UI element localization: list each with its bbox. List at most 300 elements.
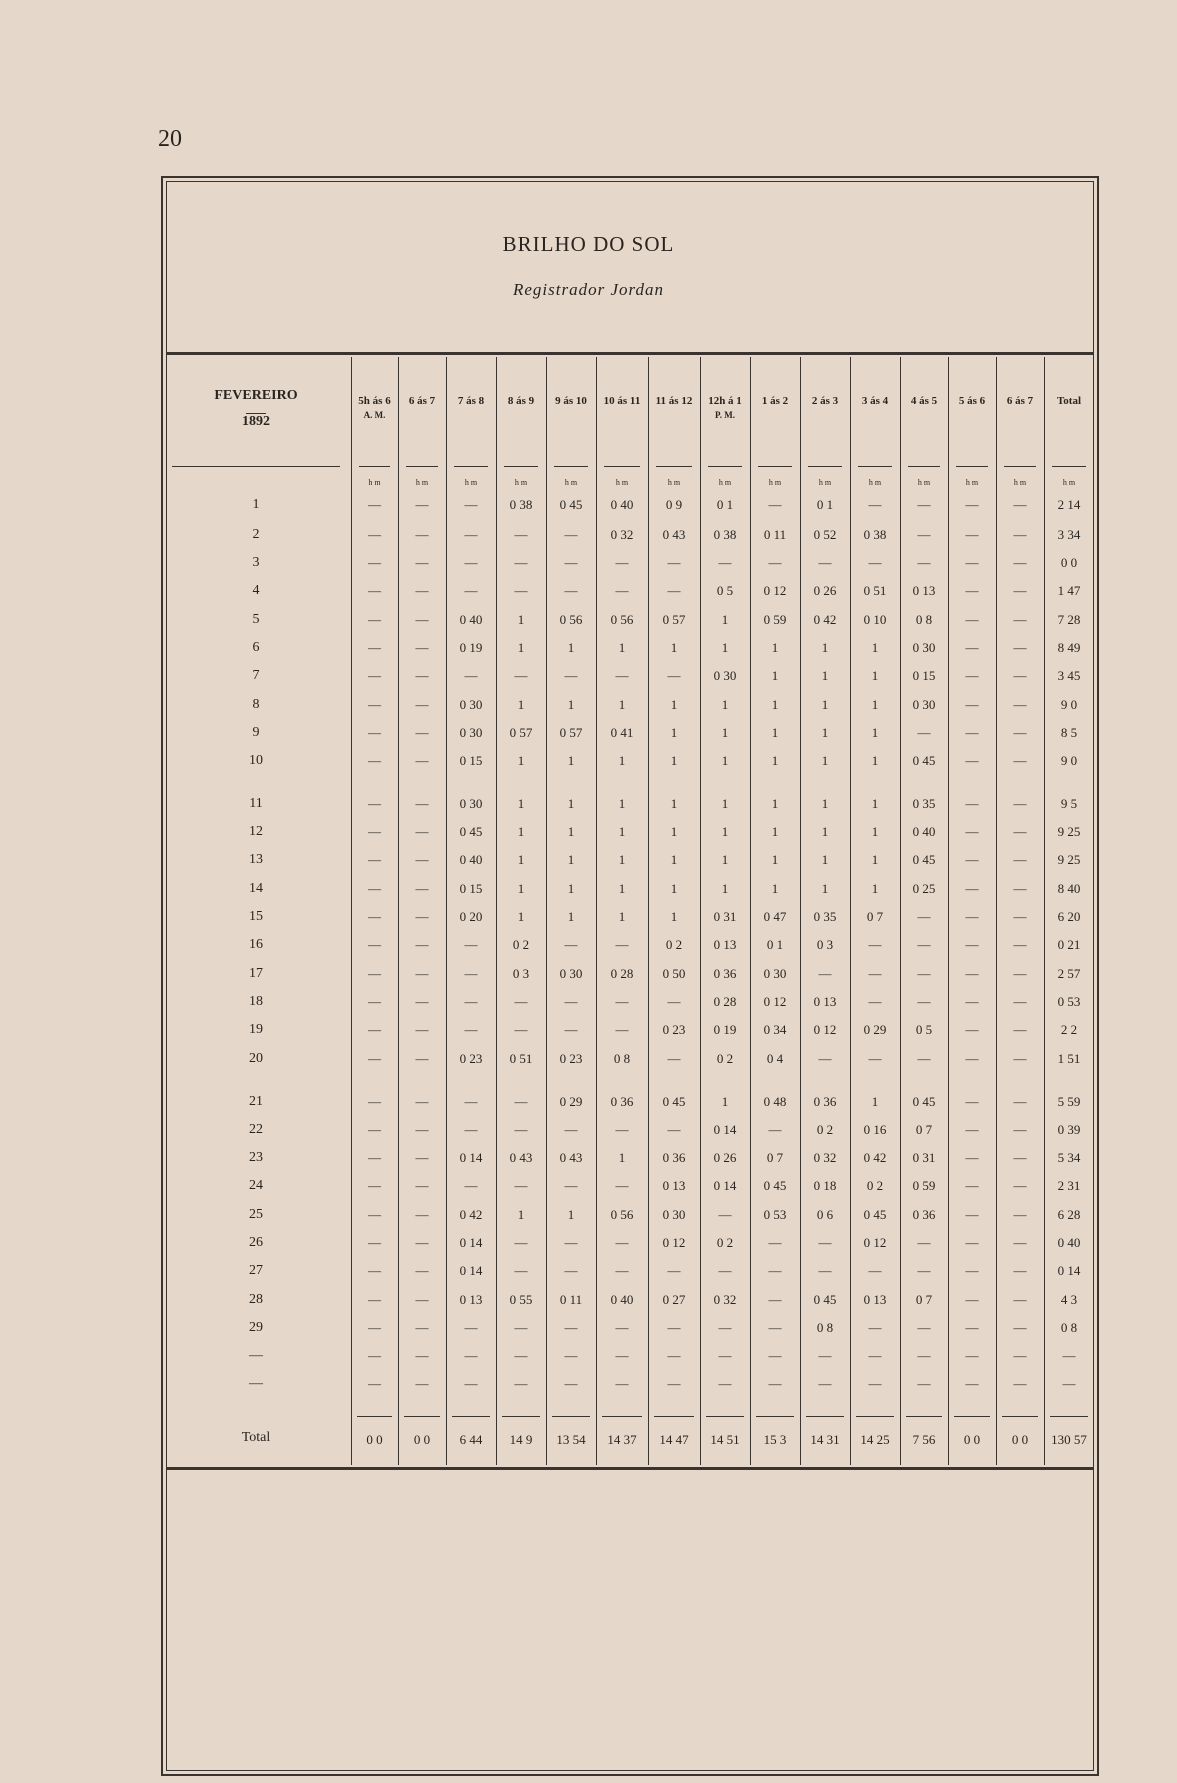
table-cell: 0 6 bbox=[816, 1207, 834, 1222]
table-cell: — bbox=[718, 1207, 732, 1222]
table-cell: — bbox=[1013, 583, 1027, 598]
table-cell: — bbox=[415, 824, 429, 839]
table-cell: — bbox=[368, 1348, 381, 1363]
table-cell: — bbox=[415, 612, 429, 627]
day-label: 4 bbox=[252, 583, 260, 598]
table-cell: 0 45 bbox=[763, 1178, 787, 1193]
table-cell: — bbox=[368, 909, 381, 924]
table-cell: — bbox=[1013, 796, 1027, 811]
column-header-rule bbox=[504, 466, 538, 467]
table-cell: — bbox=[768, 1235, 782, 1250]
table-cell: 0 36 bbox=[662, 1150, 686, 1165]
table-cell: — bbox=[965, 1022, 979, 1037]
total-rule bbox=[502, 1416, 540, 1417]
table-cell: — bbox=[368, 1150, 381, 1165]
column-header-label: Total bbox=[1056, 395, 1082, 407]
column-header bbox=[700, 394, 750, 422]
total-cell: 14 51 bbox=[710, 1432, 740, 1447]
table-cell: — bbox=[1013, 497, 1027, 512]
table-cell: — bbox=[368, 640, 381, 655]
table-cell: — bbox=[615, 1263, 629, 1278]
table-cell: 0 45 bbox=[662, 1094, 686, 1109]
day-label: 12 bbox=[249, 824, 263, 839]
table-cell: 0 57 bbox=[509, 725, 533, 740]
table-cell: 0 3 bbox=[816, 937, 834, 952]
total-cell: 0 0 bbox=[366, 1432, 383, 1447]
table-cell: — bbox=[415, 1122, 429, 1137]
table-cell: — bbox=[965, 909, 979, 924]
table-cell: — bbox=[368, 527, 381, 542]
table-cell: 1 bbox=[771, 852, 779, 867]
table-cell: 0 29 bbox=[863, 1022, 887, 1037]
table-cell: 0 30 bbox=[559, 966, 583, 981]
table-cell: 0 13 bbox=[713, 937, 737, 952]
table-cell: 1 bbox=[821, 725, 829, 740]
table-cell: 0 38 bbox=[509, 497, 533, 512]
total-cell: 0 0 bbox=[413, 1432, 431, 1447]
total-rule bbox=[706, 1416, 744, 1417]
table-cell: — bbox=[965, 527, 979, 542]
table-cell: — bbox=[514, 1094, 528, 1109]
table-cell: 6 28 bbox=[1057, 1207, 1081, 1222]
table-cell: 0 45 bbox=[813, 1292, 837, 1307]
column-header bbox=[596, 394, 648, 408]
table-cell: — bbox=[965, 668, 979, 683]
unit-label: h m bbox=[868, 478, 882, 487]
column-header-label: 9 ás 10 bbox=[555, 395, 587, 407]
day-label: 3 bbox=[252, 555, 260, 570]
day-label: 10 bbox=[249, 753, 263, 768]
table-cell: 0 42 bbox=[459, 1207, 483, 1222]
column-header-rule bbox=[359, 466, 390, 467]
column-header-label: 5h ás 6 bbox=[358, 395, 391, 407]
table-cell: 0 3 bbox=[512, 966, 530, 981]
table-cell: — bbox=[818, 1376, 832, 1391]
table-cell: — bbox=[1062, 1348, 1076, 1363]
table-cell: — bbox=[368, 994, 381, 1009]
table-cell: — bbox=[965, 1094, 979, 1109]
table-cell: — bbox=[564, 1348, 578, 1363]
table-cell: 1 bbox=[871, 1094, 879, 1109]
table-cell: 0 56 bbox=[559, 612, 583, 627]
table-cell: — bbox=[368, 497, 381, 512]
table-cell: 1 bbox=[670, 796, 678, 811]
column-header-rule bbox=[604, 466, 640, 467]
table-cell: — bbox=[868, 555, 882, 570]
table-cell: 0 0 bbox=[1060, 555, 1078, 570]
table-cell: 0 8 bbox=[816, 1320, 834, 1335]
table-cell: — bbox=[564, 1178, 578, 1193]
table-cell: — bbox=[965, 1348, 979, 1363]
table-cell: 0 36 bbox=[912, 1207, 936, 1222]
day-label: 1 bbox=[252, 497, 260, 512]
table-cell: 0 25 bbox=[912, 881, 936, 896]
table-cell: — bbox=[415, 1178, 429, 1193]
table-cell: — bbox=[514, 668, 528, 683]
total-rule bbox=[404, 1416, 440, 1417]
table-cell: 1 bbox=[821, 881, 829, 896]
total-rule bbox=[756, 1416, 794, 1417]
table-cell: 0 2 bbox=[716, 1235, 734, 1250]
table-cell: — bbox=[768, 1292, 782, 1307]
table-cell: 0 55 bbox=[509, 1292, 533, 1307]
table-cell: 0 43 bbox=[662, 527, 686, 542]
table-cell: 1 bbox=[567, 1207, 575, 1222]
column-header-label: 11 ás 12 bbox=[655, 395, 693, 407]
table-cell: 0 1 bbox=[816, 497, 834, 512]
total-rule bbox=[452, 1416, 490, 1417]
table-cell: 1 bbox=[871, 725, 879, 740]
table-cell: 0 45 bbox=[559, 497, 583, 512]
table-cell: — bbox=[718, 1320, 732, 1335]
table-cell: — bbox=[464, 1320, 478, 1335]
table-cell: — bbox=[464, 1348, 478, 1363]
table-cell: — bbox=[514, 1376, 528, 1391]
table-cell: — bbox=[415, 527, 429, 542]
table-cell: 1 bbox=[771, 824, 779, 839]
table-cell: 0 53 bbox=[1057, 994, 1081, 1009]
total-cell: 14 25 bbox=[860, 1432, 890, 1447]
table-cell: — bbox=[1013, 1022, 1027, 1037]
table-cell: 1 bbox=[517, 824, 525, 839]
table-cell: — bbox=[514, 1235, 528, 1250]
table-cell: — bbox=[514, 1348, 528, 1363]
table-cell: — bbox=[768, 1122, 782, 1137]
table-cell: — bbox=[965, 881, 979, 896]
table-cell: 0 2 bbox=[816, 1122, 834, 1137]
table-cell: — bbox=[965, 1376, 979, 1391]
table-cell: — bbox=[415, 796, 429, 811]
table-cell: 1 bbox=[517, 753, 525, 768]
table-cell: — bbox=[768, 497, 782, 512]
total-cell: 15 3 bbox=[763, 1432, 787, 1447]
table-cell: — bbox=[818, 966, 832, 981]
table-cell: — bbox=[818, 1348, 832, 1363]
table-cell: 0 38 bbox=[713, 527, 737, 542]
table-cell: 1 bbox=[517, 909, 525, 924]
table-cell: — bbox=[1013, 1094, 1027, 1109]
column-header-label: 6 ás 7 bbox=[408, 395, 436, 407]
unit-label: h m bbox=[718, 478, 732, 487]
table-cell: — bbox=[615, 1320, 629, 1335]
table-cell: — bbox=[368, 796, 381, 811]
day-label: — bbox=[249, 1348, 263, 1363]
day-label: 23 bbox=[249, 1150, 263, 1165]
table-cell: — bbox=[768, 1320, 782, 1335]
table-cell: — bbox=[514, 994, 528, 1009]
column-header-rule bbox=[808, 466, 842, 467]
table-cell: 1 bbox=[670, 725, 678, 740]
table-cell: — bbox=[415, 937, 429, 952]
table-cell: — bbox=[965, 555, 979, 570]
column-header-sub: A. M. bbox=[363, 410, 386, 420]
day-label: 13 bbox=[249, 852, 263, 867]
table-cell: 0 40 bbox=[610, 497, 634, 512]
table-cell: — bbox=[1013, 937, 1027, 952]
table-cell: 1 bbox=[517, 881, 525, 896]
column-header bbox=[446, 394, 496, 408]
table-cell: 0 8 bbox=[915, 612, 933, 627]
table-cell: — bbox=[368, 1094, 381, 1109]
table-cell: 0 41 bbox=[610, 725, 634, 740]
column-header-label: 12h á 1 bbox=[708, 395, 742, 407]
table-cell: — bbox=[667, 1051, 681, 1066]
table-cell: 1 bbox=[821, 697, 829, 712]
table-cell: — bbox=[514, 583, 528, 598]
table-cell: 0 12 bbox=[863, 1235, 887, 1250]
table-cell: 0 11 bbox=[763, 527, 787, 542]
unit-label: h m bbox=[464, 478, 478, 487]
table-cell: 0 7 bbox=[866, 909, 884, 924]
table-cell: 1 bbox=[771, 796, 779, 811]
table-cell: — bbox=[464, 937, 478, 952]
table-cell: — bbox=[415, 1051, 429, 1066]
table-cell: 0 30 bbox=[459, 725, 483, 740]
table-cell: 0 40 bbox=[912, 824, 936, 839]
table-cell: 1 bbox=[670, 881, 678, 896]
table-cell: — bbox=[368, 555, 381, 570]
table-cell: — bbox=[368, 937, 381, 952]
table-cell: 0 13 bbox=[863, 1292, 887, 1307]
table-cell: — bbox=[564, 527, 578, 542]
table-cell: 1 bbox=[517, 612, 525, 627]
table-cell: 1 bbox=[670, 697, 678, 712]
table-cell: — bbox=[368, 1320, 381, 1335]
table-cell: — bbox=[965, 1150, 979, 1165]
table-cell: — bbox=[564, 994, 578, 1009]
table-cell: 0 7 bbox=[766, 1150, 784, 1165]
table-cell: — bbox=[965, 966, 979, 981]
day-label: 18 bbox=[249, 994, 263, 1009]
table-cell: — bbox=[917, 1348, 931, 1363]
table-cell: 2 57 bbox=[1057, 966, 1081, 981]
table-cell: — bbox=[965, 697, 979, 712]
total-cell: 130 57 bbox=[1051, 1432, 1087, 1447]
table-cell: 0 39 bbox=[1057, 1122, 1081, 1137]
table-cell: — bbox=[464, 583, 478, 598]
table-cell: 0 53 bbox=[763, 1207, 787, 1222]
table-cell: 0 28 bbox=[713, 994, 737, 1009]
table-cell: — bbox=[464, 1022, 478, 1037]
table-cell: 1 bbox=[871, 796, 879, 811]
table-cell: 0 30 bbox=[459, 796, 483, 811]
table-cell: 0 57 bbox=[559, 725, 583, 740]
table-cell: 1 bbox=[721, 852, 729, 867]
table-cell: — bbox=[1013, 1178, 1027, 1193]
table-cell: — bbox=[718, 1376, 732, 1391]
total-rule bbox=[806, 1416, 844, 1417]
column-header bbox=[948, 394, 996, 408]
table-cell: 0 40 bbox=[610, 1292, 634, 1307]
table-cell: — bbox=[368, 753, 381, 768]
table-cell: 1 bbox=[821, 753, 829, 768]
table-cell: 1 bbox=[771, 881, 779, 896]
table-cell: — bbox=[464, 1376, 478, 1391]
table-cell: — bbox=[368, 1207, 381, 1222]
day-label: 14 bbox=[249, 881, 263, 896]
table-cell: — bbox=[768, 555, 782, 570]
table-cell: 1 bbox=[721, 753, 729, 768]
table-cell: 1 bbox=[771, 725, 779, 740]
table-cell: 1 bbox=[871, 824, 879, 839]
table-cell: — bbox=[464, 668, 478, 683]
table-cell: 0 32 bbox=[610, 527, 634, 542]
day-label: 15 bbox=[249, 909, 263, 924]
table-cell: — bbox=[368, 824, 381, 839]
table-cell: — bbox=[368, 1235, 381, 1250]
table-cell: 0 26 bbox=[813, 583, 837, 598]
column-header bbox=[850, 394, 900, 408]
table-cell: 0 29 bbox=[559, 1094, 583, 1109]
table-cell: — bbox=[368, 1292, 381, 1307]
table-cell: — bbox=[917, 555, 931, 570]
table-cell: 0 45 bbox=[459, 824, 483, 839]
table-cell: — bbox=[615, 937, 629, 952]
table-cell: — bbox=[464, 994, 478, 1009]
table-cell: 1 bbox=[618, 753, 626, 768]
table-cell: — bbox=[868, 1051, 882, 1066]
table-cell: 1 bbox=[618, 1150, 626, 1165]
table-cell: 1 bbox=[567, 881, 575, 896]
unit-label: h m bbox=[514, 478, 528, 487]
day-label: 22 bbox=[249, 1122, 263, 1137]
table-cell: — bbox=[917, 994, 931, 1009]
table-cell: 1 bbox=[618, 640, 626, 655]
table-cell: 1 bbox=[670, 824, 678, 839]
table-cell: — bbox=[1013, 994, 1027, 1009]
table-cell: 0 51 bbox=[509, 1051, 533, 1066]
table-cell: — bbox=[368, 1376, 381, 1391]
table-cell: — bbox=[1062, 1376, 1076, 1391]
table-cell: 0 2 bbox=[716, 1051, 734, 1066]
table-cell: — bbox=[1013, 909, 1027, 924]
table-cell: 1 51 bbox=[1057, 1051, 1081, 1066]
total-rule bbox=[1050, 1416, 1088, 1417]
total-rule bbox=[654, 1416, 694, 1417]
unit-label: h m bbox=[917, 478, 931, 487]
table-cell: — bbox=[667, 555, 681, 570]
total-cell: 0 0 bbox=[963, 1432, 981, 1447]
table-cell: — bbox=[1013, 1348, 1027, 1363]
table-cell: 0 11 bbox=[559, 1292, 583, 1307]
table-cell: 0 1 bbox=[766, 937, 784, 952]
table-cell: 1 bbox=[771, 697, 779, 712]
table-cell: — bbox=[415, 668, 429, 683]
day-label: 5 bbox=[252, 612, 260, 627]
table-cell: — bbox=[415, 555, 429, 570]
total-cell: 14 37 bbox=[607, 1432, 637, 1447]
table-cell: 0 14 bbox=[713, 1178, 737, 1193]
table-cell: — bbox=[415, 697, 429, 712]
total-rule bbox=[856, 1416, 894, 1417]
table-cell: — bbox=[667, 1263, 681, 1278]
table-cell: 0 12 bbox=[763, 583, 787, 598]
table-cell: 2 31 bbox=[1057, 1178, 1081, 1193]
table-cell: 0 2 bbox=[665, 937, 683, 952]
table-cell: — bbox=[965, 852, 979, 867]
table-cell: — bbox=[965, 796, 979, 811]
table-cell: — bbox=[464, 497, 478, 512]
table-cell: — bbox=[1013, 824, 1027, 839]
table-cell: — bbox=[415, 753, 429, 768]
table-cell: 0 9 bbox=[665, 497, 683, 512]
table-cell: — bbox=[965, 994, 979, 1009]
table-cell: 1 bbox=[618, 909, 626, 924]
table-cell: 1 47 bbox=[1057, 583, 1081, 598]
table-cell: — bbox=[965, 1320, 979, 1335]
total-rule bbox=[954, 1416, 990, 1417]
table-cell: — bbox=[965, 1235, 979, 1250]
table-cell: 0 23 bbox=[662, 1022, 686, 1037]
table-cell: — bbox=[965, 1263, 979, 1278]
table-cell: 0 21 bbox=[1057, 937, 1081, 952]
table-cell: 1 bbox=[517, 697, 525, 712]
table-cell: 0 32 bbox=[713, 1292, 737, 1307]
total-cell: 13 54 bbox=[556, 1432, 586, 1447]
table-cell: — bbox=[1013, 527, 1027, 542]
table-cell: — bbox=[917, 1376, 931, 1391]
table-cell: 1 bbox=[517, 1207, 525, 1222]
table-cell: — bbox=[464, 1122, 478, 1137]
footer-rule bbox=[166, 1467, 1094, 1470]
table-cell: — bbox=[368, 583, 381, 598]
column-header bbox=[1044, 394, 1094, 408]
table-cell: 0 12 bbox=[662, 1235, 686, 1250]
table-cell: 0 10 bbox=[863, 612, 887, 627]
day-label: 9 bbox=[252, 725, 260, 740]
column-header bbox=[648, 394, 700, 408]
table-cell: 8 5 bbox=[1060, 725, 1078, 740]
table-cell: 0 31 bbox=[912, 1150, 936, 1165]
table-cell: 1 bbox=[821, 852, 829, 867]
table-cell: — bbox=[564, 1022, 578, 1037]
table-cell: — bbox=[368, 668, 381, 683]
table-cell: — bbox=[917, 1263, 931, 1278]
table-cell: 0 16 bbox=[863, 1122, 887, 1137]
table-cell: 0 5 bbox=[716, 583, 734, 598]
table-cell: 0 14 bbox=[713, 1122, 737, 1137]
table-cell: 1 bbox=[567, 640, 575, 655]
table-cell: — bbox=[514, 555, 528, 570]
table-cell: 1 bbox=[871, 668, 879, 683]
table-cell: — bbox=[368, 1022, 381, 1037]
unit-label: h m bbox=[368, 478, 381, 487]
total-rule bbox=[552, 1416, 590, 1417]
day-label: 16 bbox=[249, 937, 263, 952]
table-cell: 0 7 bbox=[915, 1122, 933, 1137]
table-cell: — bbox=[868, 1320, 882, 1335]
table-cell: — bbox=[1013, 1207, 1027, 1222]
table-cell: — bbox=[917, 497, 931, 512]
table-cell: 0 45 bbox=[912, 1094, 936, 1109]
table-title: BRILHO DO SOL bbox=[502, 232, 675, 256]
table-cell: 1 bbox=[721, 725, 729, 740]
unit-label: h m bbox=[667, 478, 681, 487]
day-label: 11 bbox=[249, 796, 263, 811]
table-cell: — bbox=[615, 1022, 629, 1037]
column-header-rule bbox=[1052, 466, 1086, 467]
table-cell: — bbox=[464, 1178, 478, 1193]
table-cell: — bbox=[615, 555, 629, 570]
table-cell: 0 19 bbox=[459, 640, 483, 655]
table-cell: — bbox=[965, 937, 979, 952]
table-cell: — bbox=[415, 583, 429, 598]
column-header-label: 1 ás 2 bbox=[761, 395, 789, 407]
table-cell: 0 56 bbox=[610, 1207, 634, 1222]
table-cell: — bbox=[1013, 852, 1027, 867]
column-header-rule bbox=[956, 466, 988, 467]
table-cell: 1 bbox=[721, 612, 729, 627]
